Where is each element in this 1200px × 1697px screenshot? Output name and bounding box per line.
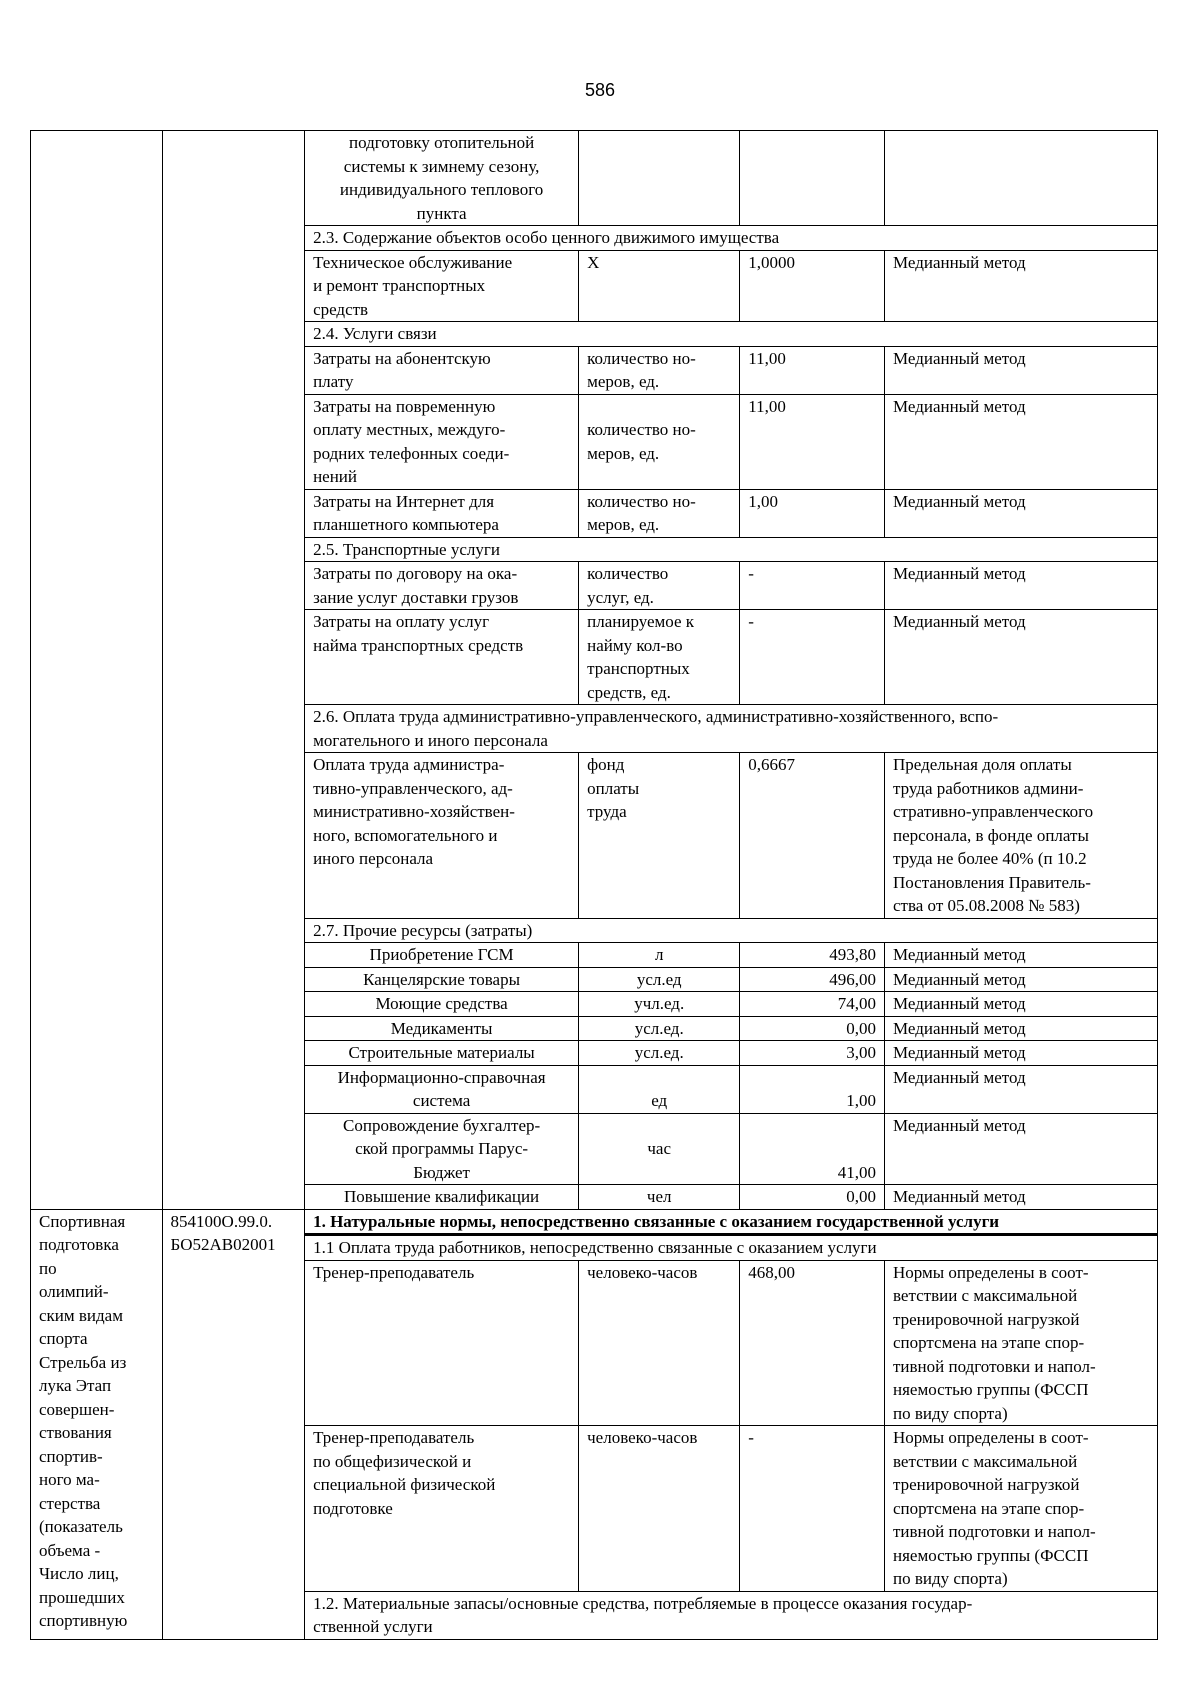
method-cell: Медианный метод	[884, 250, 1157, 322]
resource-name: Приобретение ГСМ	[305, 943, 579, 968]
unit-cell: фонд оплаты труда	[579, 753, 740, 919]
value-cell: 468,00	[740, 1260, 885, 1426]
value-cell: 0,00	[740, 1185, 885, 1210]
resource-name: Затраты на оплату услуг найма транспортных средств	[305, 610, 579, 705]
section-heading: 2.5. Транспортные услуги	[305, 537, 1158, 562]
method-cell: Медианный метод	[884, 967, 1157, 992]
section-heading: 1.1 Оплата труда работников, непосредственно связанные с оказанием услуги	[305, 1235, 1158, 1261]
value-cell: 0,6667	[740, 753, 885, 919]
value-cell: 11,00	[740, 346, 885, 394]
value-cell: 496,00	[740, 967, 885, 992]
service-code-cell: 854100О.99.0. БО52АВ02001	[162, 1209, 305, 1639]
method-cell: Медианный метод	[884, 562, 1157, 610]
value-cell: 41,00	[740, 1113, 885, 1185]
section-heading: 2.6. Оплата труда административно-управленческого, административно-хозяйственного, вспо- могательного и иного персонала	[305, 705, 1158, 753]
section-heading: 2.3. Содержание объектов особо ценного движимого имущества	[305, 226, 1158, 251]
resource-name: Тренер-преподаватель	[305, 1260, 579, 1426]
unit-cell	[579, 131, 740, 226]
unit-cell: количество услуг, ед.	[579, 562, 740, 610]
section-heading: 2.7. Прочие ресурсы (затраты)	[305, 918, 1158, 943]
unit-cell: чел	[579, 1185, 740, 1210]
value-cell: 3,00	[740, 1041, 885, 1066]
unit-cell: час	[579, 1113, 740, 1185]
empty-cell	[162, 131, 305, 1210]
method-cell	[884, 131, 1157, 226]
resource-name: Затраты на повременную оплату местных, междуго- родних телефонных соеди- нений	[305, 394, 579, 489]
unit-cell: количество но- меров, ед.	[579, 489, 740, 537]
resource-name: Канцелярские товары	[305, 967, 579, 992]
table-row	[31, 131, 1158, 226]
method-cell: Медианный метод	[884, 1016, 1157, 1041]
unit-cell: ед	[579, 1065, 740, 1113]
method-cell: Медианный метод	[884, 394, 1157, 489]
method-cell: Медианный метод	[884, 489, 1157, 537]
resource-name: Затраты на Интернет для планшетного компьютера	[305, 489, 579, 537]
unit-cell: усл.ед.	[579, 1016, 740, 1041]
value-cell: 493,80	[740, 943, 885, 968]
section-row	[31, 1209, 1158, 1235]
method-cell: Медианный метод	[884, 1041, 1157, 1066]
unit-cell: X	[579, 250, 740, 322]
unit-cell: человеко-часов	[579, 1260, 740, 1426]
resource-name: подготовку отопительной системы к зимнему сезону, индивидуального теплового пункта	[305, 131, 579, 226]
method-cell: Медианный метод	[884, 1065, 1157, 1113]
value-cell: 11,00	[740, 394, 885, 489]
method-cell: Медианный метод	[884, 1113, 1157, 1185]
method-cell: Нормы определены в соот- ветствии с максимальной тренировочной нагрузкой спортсмена на этапе спор- тивной подготовки и напол- няемостью группы (ФССП по виду спорта)	[884, 1426, 1157, 1592]
section-heading: 1. Натуральные нормы, непосредственно связанные с оказанием государственной услуги	[305, 1209, 1158, 1235]
norms-table	[30, 130, 1158, 1640]
method-cell: Медианный метод	[884, 1185, 1157, 1210]
resource-name: Техническое обслуживание и ремонт транспортных средств	[305, 250, 579, 322]
unit-cell: учл.ед.	[579, 992, 740, 1017]
value-cell	[740, 131, 885, 226]
resource-name: Медикаменты	[305, 1016, 579, 1041]
resource-name: Повышение квалификации	[305, 1185, 579, 1210]
resource-name: Оплата труда администра- тивно-управленческого, ад- министративно-хозяйствен- ного, вспомогательного и иного персонала	[305, 753, 579, 919]
method-cell: Медианный метод	[884, 610, 1157, 705]
value-cell: 74,00	[740, 992, 885, 1017]
unit-cell: усл.ед.	[579, 1041, 740, 1066]
unit-cell: человеко-часов	[579, 1426, 740, 1592]
method-cell: Медианный метод	[884, 346, 1157, 394]
unit-cell: количество но- меров, ед.	[579, 394, 740, 489]
resource-name: Затраты по договору на ока- зание услуг доставки грузов	[305, 562, 579, 610]
method-cell: Предельная доля оплаты труда работников админи- стративно-управленческого персонала, в фонде оплаты труда не более 40% (п 10.2 Постановления Правитель- ства от 05.08.2008 № 583)	[884, 753, 1157, 919]
section-heading: 2.4. Услуги связи	[305, 322, 1158, 347]
value-cell: 1,00	[740, 489, 885, 537]
unit-cell: л	[579, 943, 740, 968]
value-cell: 1,00	[740, 1065, 885, 1113]
empty-cell	[31, 131, 163, 1210]
value-cell: -	[740, 562, 885, 610]
unit-cell: количество но- меров, ед.	[579, 346, 740, 394]
unit-cell: усл.ед	[579, 967, 740, 992]
resource-name: Тренер-преподаватель по общефизической и специальной физической подготовке	[305, 1426, 579, 1592]
method-cell: Медианный метод	[884, 992, 1157, 1017]
resource-name: Информационно-справочная система	[305, 1065, 579, 1113]
service-name-cell: Спортивная подготовка по олимпий- ским видам спорта Стрельба из лука Этап совершен- ствования спортив- ного ма- стерства (показатель объема - Число лиц, прошедших спортивную	[31, 1209, 163, 1639]
value-cell: -	[740, 1426, 885, 1592]
resource-name: Затраты на абонентскую плату	[305, 346, 579, 394]
section-heading: 1.2. Материальные запасы/основные средства, потребляемые в процессе оказания государ- ственной услуги	[305, 1591, 1158, 1639]
page-number: 586	[584, 80, 616, 100]
value-cell: 1,0000	[740, 250, 885, 322]
method-cell: Нормы определены в соот- ветствии с максимальной тренировочной нагрузкой спортсмена на этапе спор- тивной подготовки и напол- няемостью группы (ФССП по виду спорта)	[884, 1260, 1157, 1426]
method-cell: Медианный метод	[884, 943, 1157, 968]
resource-name: Сопровождение бухгалтер- ской программы Парус- Бюджет	[305, 1113, 579, 1185]
resource-name: Строительные материалы	[305, 1041, 579, 1066]
unit-cell: планируемое к найму кол-во транспортных средств, ед.	[579, 610, 740, 705]
resource-name: Моющие средства	[305, 992, 579, 1017]
value-cell: 0,00	[740, 1016, 885, 1041]
value-cell: -	[740, 610, 885, 705]
